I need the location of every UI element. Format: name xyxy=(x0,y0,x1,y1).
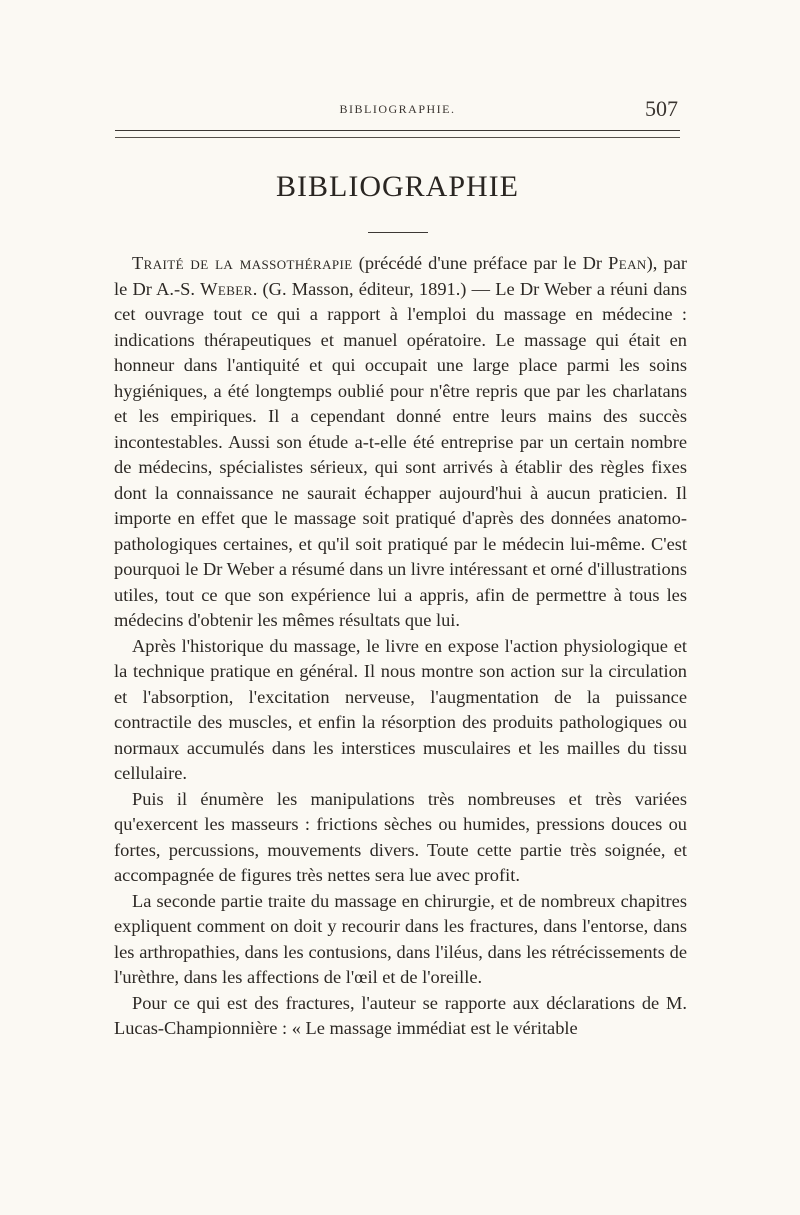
citation-text: . (G. Masson, éditeur, 1891.) — Le Dr Weber a réuni dans cet ouvrage tout ce qui a rapport à l'emploi du massage en médecine : indications thérapeutiques et manuel opératoire. Le massage qui était en honneur dans l'antiquité et qui occupait une large place parmi les soins hygiéniques, a été longtemps oublié pour n'être repris que par les charlatans et les empiriques. Il a cependant donné entre leurs mains des succès incontestables. Aussi son étude a-t-elle été entreprise par un certain nombre de médecins, spécialistes sérieux, qui sont arrivés à établir des règles fixes dont la connaissance ne saurait échapper aujourd'hui à aucun praticien. Il importe en effet que le massage soit pratiqué d'après des données anatomo-pathologiques certaines, et qu'il soit pratiqué par le médecin lui-même. C'est pourquoi le Dr Weber a résumé dans un livre intéressant et orné d'illustrations utiles, tout ce que son expérience lui a appris, afin de permettre à tous les médecins d'obtenir les mêmes résultats que lui. xyxy=(114,278,687,630)
preface-author: Pean xyxy=(608,253,647,273)
running-head-title: BIBLIOGRAPHIE. xyxy=(339,102,456,116)
title-divider xyxy=(368,232,428,233)
paragraph-fractures: Pour ce qui est des fractures, l'auteur se rapporte aux déclarations de M. Lucas-Championnière : « Le massage immédiat est le véritable xyxy=(114,992,687,1038)
par-le: ), par le Dr A.-S. xyxy=(114,253,687,299)
paragraph-surgery: La seconde partie traite du massage en chirurgie, et de nombreux chapitres expliquent comment on doit y recourir dans les fractures, dans l'entorse, dans les arthropathies, dans les contusions, dans l'iléus, dans les rétrécissements de l'urèthre, dans les affections de l'œil et de l'oreille. xyxy=(114,890,687,987)
header-rule xyxy=(115,130,680,131)
section-title: BIBLIOGRAPHIE xyxy=(276,170,519,203)
author-name: Weber xyxy=(200,278,253,299)
running-head xyxy=(115,96,680,126)
entry-paragraph xyxy=(114,251,687,634)
book-intro: (précédé d'une préface par le Dr xyxy=(358,253,609,273)
book-title: Traité de la massothérapie xyxy=(132,253,353,273)
paragraph-history: Après l'historique du massage, le livre en expose l'action physiologique et la technique pratique en général. Il nous montre son action sur la circulation et l'absorption, l'excitation nerveuse, l'augmentation de la puissance contractile des muscles, et enfin la résorption des produits pathologiques ou normaux accumulés dans les interstices musculaires et les mailles du tissu cellulaire. xyxy=(114,635,687,783)
paragraph-manipulations: Puis il énumère les manipulations très nombreuses et très variées qu'exercent les masseurs : frictions sèches ou humides, pressions douces ou fortes, percussions, mouvements divers. Toute cette partie très soignée, et accompagnée de figures très nettes sera lue avec profit. xyxy=(114,788,687,885)
header-rule-secondary xyxy=(115,137,680,138)
page-number: 507 xyxy=(645,96,678,121)
article-body xyxy=(114,251,687,1042)
